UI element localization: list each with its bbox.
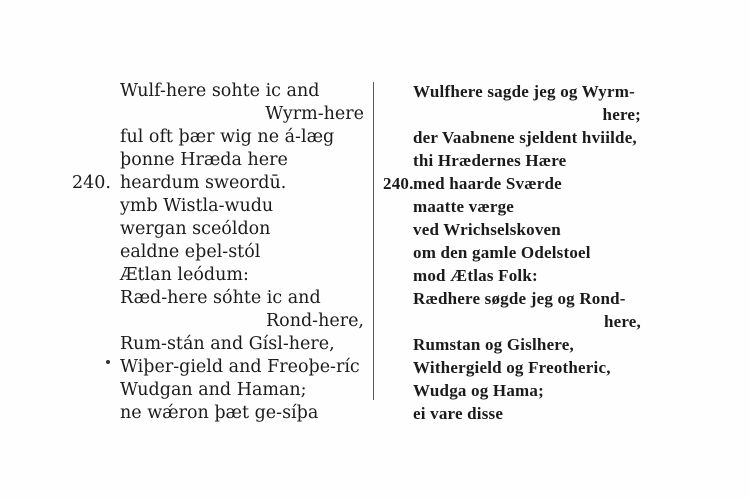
old-english-verse-line: [72, 195, 372, 218]
verse-text: Rond-here,: [265, 311, 364, 331]
verse-text: ful oft þær wig ne á-læg: [120, 127, 335, 147]
old-english-column: [72, 80, 372, 425]
danish-verse-line: [379, 241, 679, 264]
verse-text: þonne Hræda here: [120, 150, 288, 170]
verse-text: om den gamle Odelstoel: [413, 243, 591, 262]
verse-text: Wulf-here sohte ic and: [120, 81, 320, 101]
verse-text: here;: [602, 105, 641, 124]
verse-text: mod Ætlas Folk:: [413, 266, 538, 285]
verse-text: Wiþer-gield and Freoþe-ríc: [120, 357, 360, 377]
danish-verse-line: [379, 310, 641, 333]
old-english-verse-line: [72, 402, 372, 425]
danish-verse-line: [379, 172, 679, 195]
verse-text: med haarde Sværde: [413, 174, 562, 193]
danish-verse-line: [379, 287, 679, 310]
verse-text: der Vaabnene sjeldent hviilde,: [413, 128, 637, 147]
old-english-verse-line: [72, 172, 372, 195]
old-english-verse-line: [72, 356, 372, 379]
old-english-verse-line: [72, 333, 372, 356]
danish-verse-line: [379, 195, 679, 218]
danish-verse-line: [379, 333, 679, 356]
old-english-verse-line: [72, 149, 372, 172]
danish-verse-line: [379, 126, 679, 149]
old-english-verse-line: [72, 287, 372, 310]
verse-text: Ræd-here sóhte ic and: [120, 288, 321, 308]
verse-text: thi Hrædernes Hære: [413, 151, 567, 170]
old-english-verse-line: [72, 310, 364, 333]
old-english-verse-line: [72, 264, 372, 287]
verse-text: Wulfhere sagde jeg og Wyrm-: [413, 82, 635, 101]
danish-verse-line: [379, 149, 679, 172]
old-english-verse-line: [72, 379, 372, 402]
danish-verse-line: [379, 218, 679, 241]
danish-verse-line: [379, 402, 679, 425]
line-number: 240.: [72, 173, 111, 193]
verse-text: ne wǽron þæt ge-síþa: [120, 403, 319, 423]
verse-text: Wudga og Hama;: [413, 381, 544, 400]
verse-text: Withergield og Freotheric,: [413, 358, 611, 377]
danish-translation-column: [379, 80, 679, 425]
verse-text: ved Wrichselskoven: [413, 220, 561, 239]
margin-mark: [106, 360, 110, 364]
verse-text: Rumstan og Gislhere,: [413, 335, 574, 354]
line-number: 240.: [383, 174, 414, 193]
danish-verse-line: [379, 264, 679, 287]
verse-text: Rædhere søgde jeg og Rond-: [413, 289, 626, 308]
verse-text: Wyrm-here: [265, 104, 364, 124]
old-english-verse-line: [72, 241, 372, 264]
old-english-verse-line: [72, 126, 372, 149]
column-divider: [373, 82, 374, 400]
old-english-verse-line: [72, 80, 372, 103]
verse-text: heardum sweordū.: [120, 173, 287, 193]
old-english-verse-line: [72, 103, 364, 126]
danish-verse-line: [379, 80, 679, 103]
danish-verse-line: [379, 379, 679, 402]
verse-text: Wudgan and Haman;: [120, 380, 307, 400]
verse-text: ymb Wistla-wudu: [120, 196, 274, 216]
verse-text: wergan sceóldon: [120, 219, 271, 239]
verse-text: ealdne eþel-stól: [120, 242, 261, 262]
verse-text: maatte værge: [413, 197, 515, 216]
verse-text: here,: [603, 312, 641, 331]
verse-text: Ætlan leódum:: [120, 265, 249, 285]
old-english-verse-line: [72, 218, 372, 241]
verse-text: Rum-stán and Gísl-here,: [120, 334, 335, 354]
danish-verse-line: [379, 103, 641, 126]
verse-text: ei vare disse: [413, 404, 504, 423]
danish-verse-line: [379, 356, 679, 379]
